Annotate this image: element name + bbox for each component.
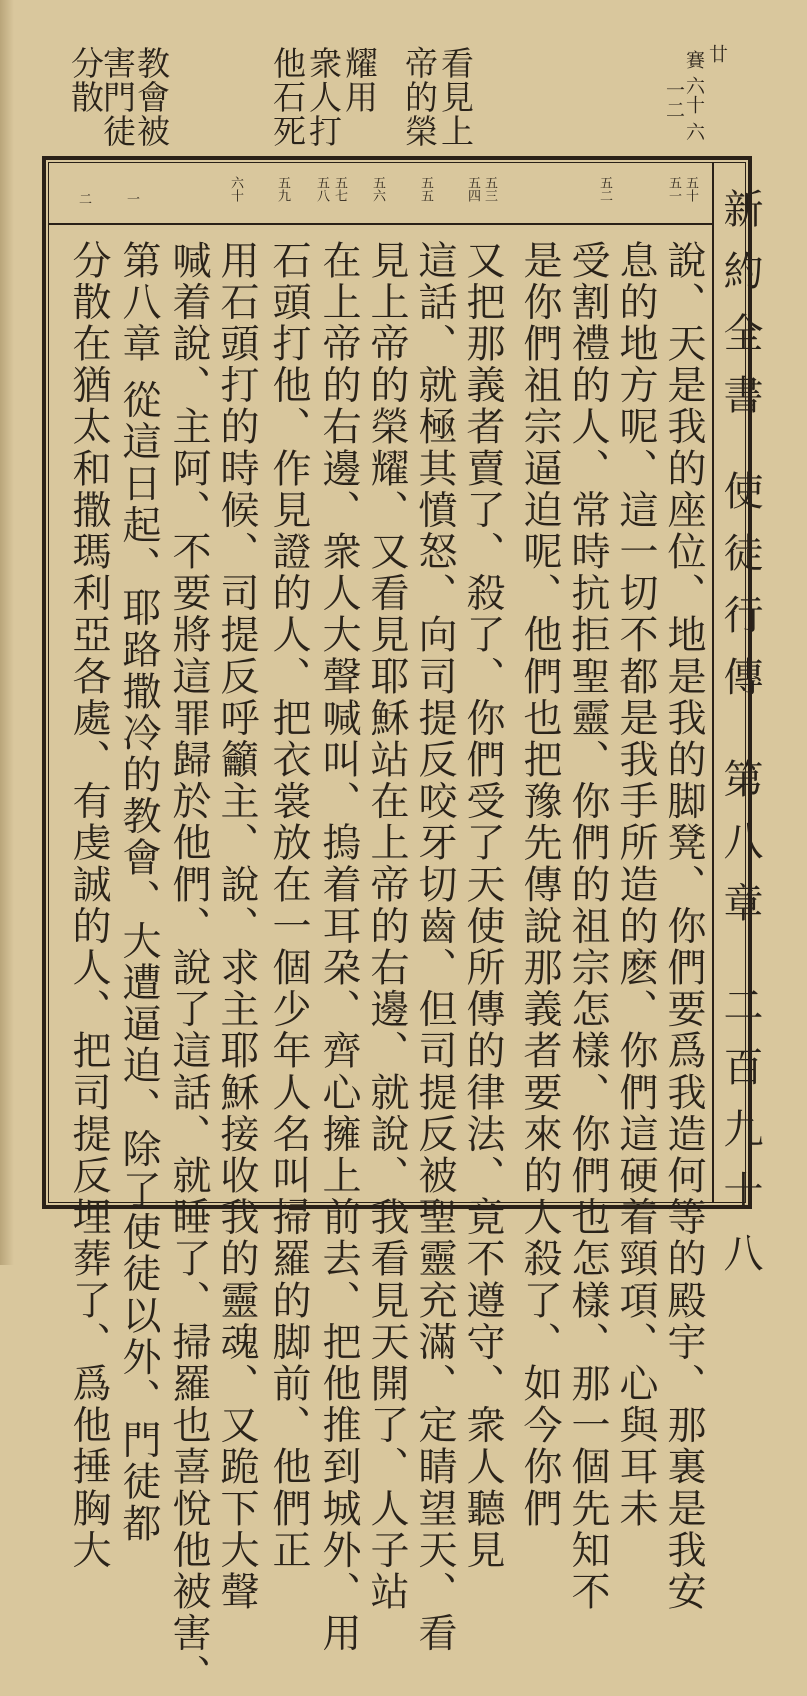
verse-number: 二 (76, 192, 91, 205)
cross-ref-left-3: 教會被 (132, 46, 171, 148)
cross-ref-mid-5: 看見上 (436, 46, 475, 148)
text-column: 是你們祖宗逼迫呢、他們也把豫先傳說那義者要來的人殺了、如今你們 (517, 240, 562, 1530)
text-column: 喊着說、主阿、不要將這罪歸於他們、說了這話、就睡了、掃羅也喜悅他被害、 (166, 240, 211, 1696)
right-note-3: 六十 (683, 76, 705, 114)
running-head (718, 188, 762, 1294)
cross-ref-left-1: 分散 (66, 46, 105, 114)
verse-number: 五一 (666, 176, 681, 202)
verse-number: 五七 (332, 176, 347, 202)
chapter-heading: 第八章 (717, 758, 763, 944)
right-note-1: 廿 (706, 44, 728, 63)
verse-number: 一 (124, 192, 139, 205)
right-note-6: 二 (663, 100, 685, 119)
verse-number: 五六 (370, 176, 385, 202)
text-column: 分散在猶太和撒瑪利亞各處、有虔誠的人、把司提反埋葬了、爲他捶胸大 (66, 240, 111, 1572)
verse-number: 五五 (418, 176, 433, 202)
right-note-2: 賽 (683, 50, 705, 69)
verse-number: 五十 (683, 176, 698, 202)
text-column: 第八章 從這日起、耶路撒冷的教會、大遭逼迫、除了使徒以外、門徒都 (116, 240, 161, 1545)
text-column: 息的地方呢、這一切不都是我手所造的麽、你們這硬着頸項、心與耳未 (613, 240, 658, 1530)
cross-ref-mid-4: 帝的榮 (400, 46, 439, 148)
page-number: 二百九十八 (717, 984, 763, 1294)
cross-ref-left-2: 害門徒 (98, 46, 137, 148)
verse-number: 五二 (597, 176, 612, 202)
cross-ref-mid-2: 衆人打 (304, 46, 343, 148)
verse-number: 五三 (482, 176, 497, 202)
verse-number: 六十 (228, 176, 243, 202)
book-name: 使徒行傳 (717, 470, 763, 718)
right-note-5: 一 (663, 80, 685, 99)
right-note-4: 六 (683, 122, 705, 141)
page-edge (0, 0, 14, 1265)
book-title: 新約全書 (717, 188, 763, 436)
text-column: 又把那義者賣了、殺了、你們受了天使所傳的律法、竟不遵守、衆人聽見 (460, 240, 505, 1572)
text-column: 說、天是我的座位、地是我的脚凳、你們要爲我造何等的殿宇、那裏是我安 (661, 240, 706, 1613)
verse-number: 五八 (314, 176, 329, 202)
text-column: 見上帝的榮耀、又看見耶穌站在上帝的右邊、就說、我看見天開了、人子站 (364, 240, 409, 1613)
running-head-separator (712, 162, 714, 1203)
cross-ref-mid-3: 耀用 (340, 46, 379, 114)
verse-number: 五四 (465, 176, 480, 202)
verse-number-separator (48, 223, 712, 225)
cross-ref-mid-1: 他石死 (268, 46, 307, 148)
text-column: 用石頭打的時候、司提反呼籲主、說、求主耶穌接收我的靈魂、又跪下大聲 (214, 240, 259, 1613)
text-column: 這話、就極其憤怒、向司提反咬牙切齒、但司提反被聖靈充滿、定睛望天、看 (412, 240, 457, 1655)
text-column: 在上帝的右邊、衆人大聲喊叫、摀着耳朶、齊心擁上前去、把他推到城外、用 (316, 240, 361, 1655)
text-column: 石頭打他、作見證的人、把衣裳放在一個少年人名叫掃羅的脚前、他們正 (266, 240, 311, 1572)
verse-number: 五九 (275, 176, 290, 202)
text-column: 受割禮的人、常時抗拒聖靈、你們的祖宗怎樣、你們也怎樣、那一個先知不 (565, 240, 610, 1613)
